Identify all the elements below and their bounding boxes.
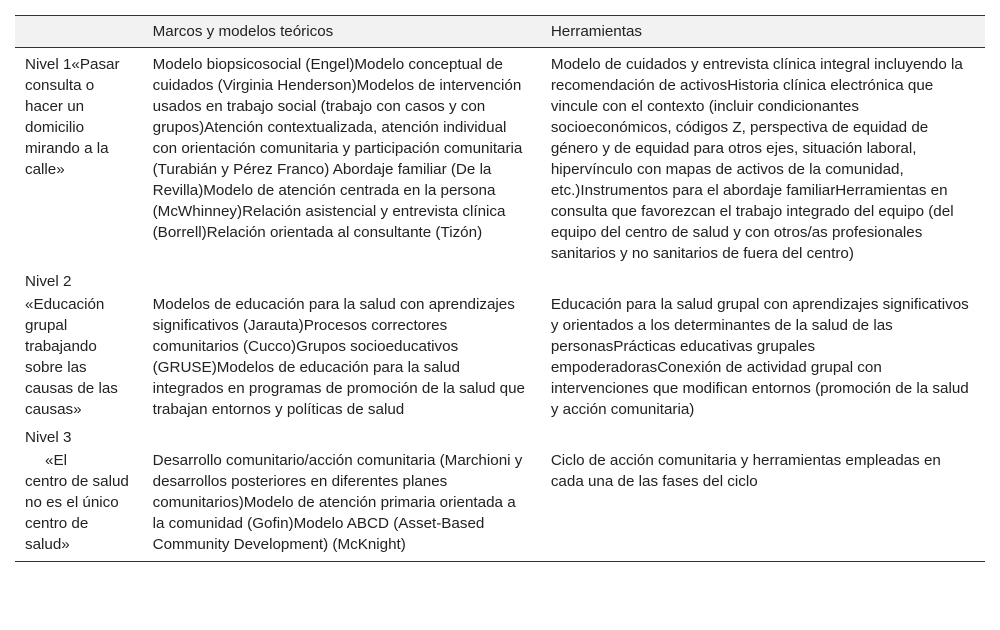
table-row — [15, 293, 985, 426]
marcos-cell: Modelos de educación para la salud con aprendizajes significativos (Jarauta)Procesos correctores comunitarios (Cucco)Grupos socioeducativos (GRUSE)Modelos de educación para la salud integrados en programas de promoción de la salud que trabajan entornos y políticas de salud — [152, 296, 525, 418]
header-row — [15, 16, 985, 48]
level-desc-cell: «Educación grupal trabajando sobre las causas de las causas» — [25, 296, 118, 418]
level-title-cell: Nivel 3 — [25, 429, 72, 446]
table-header — [15, 16, 985, 48]
header-cell-marcos: Marcos y modelos teóricos — [152, 23, 334, 40]
table-row — [15, 449, 985, 562]
herramientas-cell: Educación para la salud grupal con aprendizajes significativos y orientados a los determinantes de la salud de las personasPrácticas educativas grupales empoderadorasConexión de actividad grupal con intervenciones que modifican entornos (promoción de la salud y acción comunitaria) — [550, 296, 969, 418]
herramientas-cell: Ciclo de acción comunitaria y herramientas empleadas en cada una de las fases del ciclo — [550, 452, 941, 490]
levels-table — [15, 15, 985, 562]
level-desc-rest: centro de salud no es el único centro de salud» — [25, 473, 129, 553]
marcos-cell: Modelo biopsicosocial (Engel)Modelo conceptual de cuidados (Virginia Henderson)Modelos de intervención usados en trabajo social (trabajo con casos y con grupos)Atención contextualizada, atención individual con orientación comunitaria y participación comunitaria (Turabián y Pérez Franco) Abordaje familiar (De la Revilla)Modelo de atención centrada en la persona (McWhinney)Relación asistencial y entrevista clínica (Borrell)Relación orientada al consultante (Tizón) — [152, 56, 523, 241]
table-row — [15, 48, 985, 271]
header-cell-herramientas: Herramientas — [550, 23, 642, 40]
table-row-level-title — [15, 270, 985, 293]
level-desc-first: «El — [45, 452, 67, 469]
marcos-cell: Desarrollo comunitario/acción comunitaria (Marchioni y desarrollos posteriores en diferentes planes comunitarios)Modelo de atención primaria orientada a la comunidad (Gofin)Modelo ABCD (Asset-Based Community Development) (McKnight) — [152, 452, 523, 553]
level-title-cell: Nivel 2 — [25, 273, 72, 290]
level-cell: Nivel 1«Pasar consulta o hacer un domicilio mirando a la calle» — [25, 56, 120, 178]
level-desc-cell — [15, 449, 143, 562]
header-cell-level — [15, 16, 143, 48]
herramientas-cell: Modelo de cuidados y entrevista clínica integral incluyendo la recomendación de activosHistoria clínica electrónica que vincule con el contexto (incluir condicionantes socioeconómicos, códigos Z, perspectiva de equidad de género y de equidad para otros ejes, situación laboral, hipervínculo con mapas de activos de la comunidad, etc.)Instrumentos para el abordaje familiarHerramientas en consulta que favorezcan el trabajo integrado del equipo (del equipo del centro de salud y con otros/as profesionales sanitarios y no sanitarios de fuera del centro) — [550, 56, 963, 262]
table-row-level-title — [15, 426, 985, 449]
table-container — [15, 15, 985, 562]
table-body — [15, 48, 985, 562]
